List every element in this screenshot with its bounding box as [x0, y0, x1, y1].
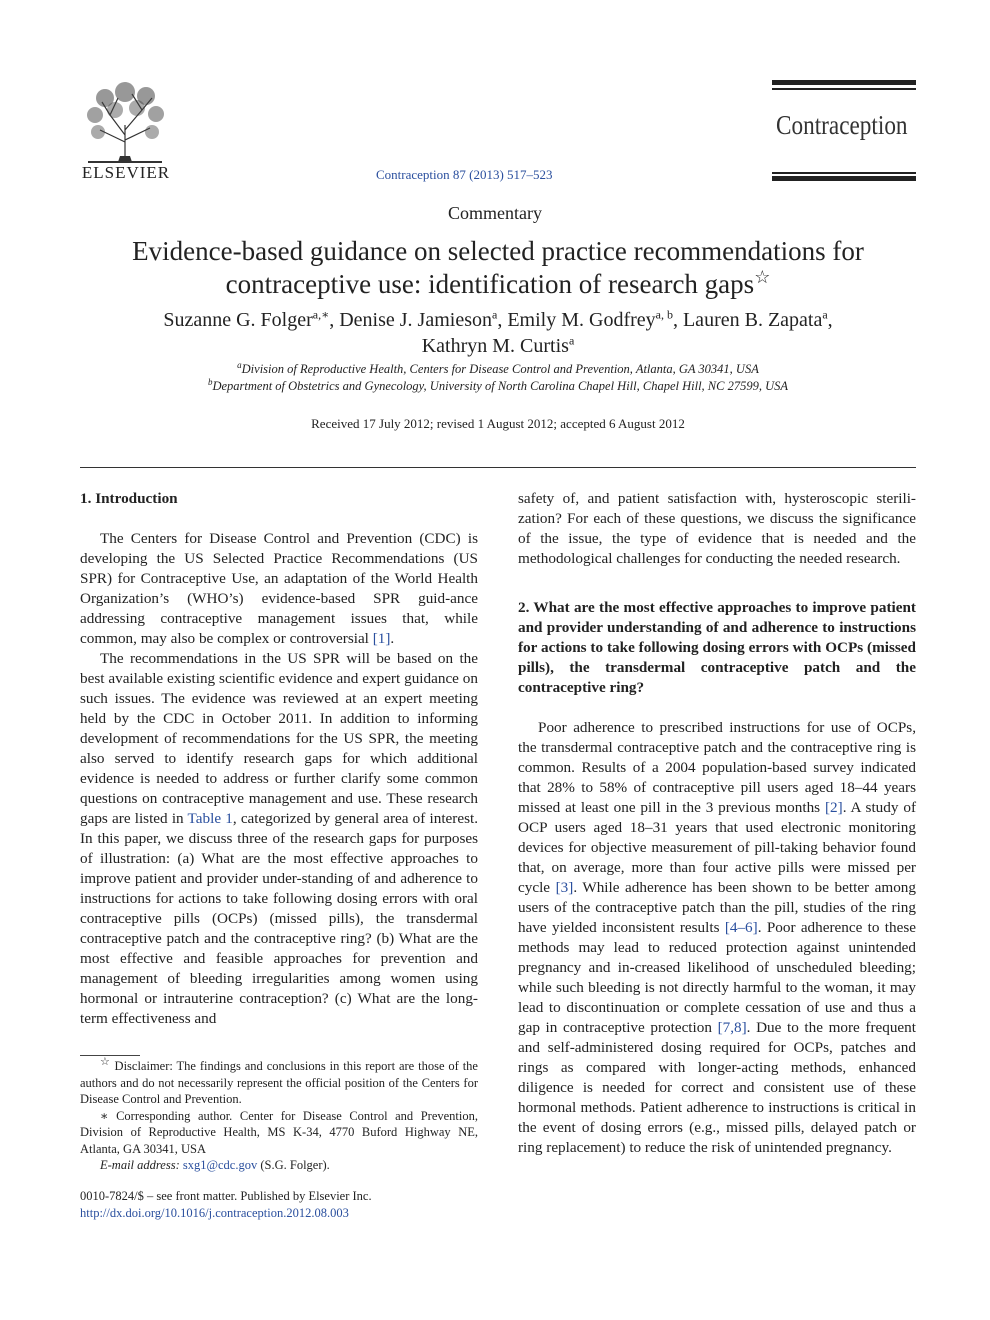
paragraph-2: The recommendations in the US SPR will be based on the best available existing scientific evidence and expert guidance on such issues. The evidence was reviewed at an expert meeting held by the CDC in October 2011. In addition to informing development of recommendations for the US SPR, the meeting also served to identify research gaps for which additional evidence is needed to address or further clarify some common questions on contraceptive management and use. These research gaps are listed in Table 1, categorized by general area of interest. In this paper, we discuss three of the research gaps for purposes of illustration: (a) What are the most effective approaches to improve patient and provider under-standing of and adherence to instructions for actions to take following dosing errors with oral contraceptive pills (OCPs) (missed pills), the transdermal contraceptive patch and the contraceptive ring? (b) What are the most effective and feasible approaches for prevention and management of bleeding irregularities among women using hormonal or intrauterine contraception? (c) What are the long-term effectiveness and — [80, 650, 479, 1027]
ref-7-8-link[interactable]: [7,8] — [717, 1019, 747, 1036]
paragraph-1: The Centers for Disease Control and Prevention (CDC) is developing the US Selected Practice Recommendations (US SPR) for Contraceptive Use, an adaptation of the World Health Organization’s (WHO’s) evidence-based SPR guid-ance addressing contraceptive management issues that, while common, may also be complex or controversial [1]. — [80, 530, 478, 647]
title-line-2: contraceptive use: identification of research gaps — [225, 269, 755, 299]
ref-4-6-link[interactable]: [4–6] — [724, 919, 758, 936]
affiliation-b: $^b$Department of Obstetrics and Gynecology, University of North Carolina Chapel Hill, Chapel Hill, NC 27599, USA — [207, 376, 789, 393]
disclaimer-star-icon: ☆ — [100, 1055, 111, 1068]
email-footnote: E-mail address: sxg1@cdc.gov (S.G. Folger). — [100, 1158, 330, 1172]
journal-bar-top-thick — [772, 80, 916, 85]
ref-2-link[interactable]: [2] — [824, 799, 843, 816]
corresponding-footnote: ∗ Corresponding author. Center for Disease Control and Prevention, Division of Reproductive Health, MS K-34, 4770 Buford Highway NE, Atlanta, GA 30341, USA — [80, 1108, 479, 1156]
author-3[interactable]: Emily M. Godfrey$^{a, b}$ — [507, 307, 673, 331]
article-title — [80, 235, 916, 301]
publisher-name: ELSEVIER — [81, 163, 171, 182]
header-divider — [80, 467, 916, 468]
title-footnote-star-icon[interactable]: ☆ — [754, 267, 771, 287]
paragraph-3: Poor adherence to prescribed instructions for use of OCPs, the transdermal contraceptive patch and the contraceptive ring is common. Results of a 2004 population-based survey indicated that 28% to 58% of contraceptive pill users aged 18–44 years missed at least one pill in the 3 previous months [2]. A study of OCP users aged 18–31 years that used electronic monitoring devices for objective measurement of pill-taking behavior found that, on average, more than four active pills were missed per cycle [3]. While adherence has been shown to be better among users of the contraceptive patch than the pill, studies of the ring have yielded inconsistent results [4–6]. Poor adherence to these methods may lead to reduced protection against unintended pregnancy and in-creased likelihood of unscheduled bleeding; while such bleeding is not directly harmful to the woman, it may lead to discontinuation or complete cessation of use and thus a gap in contraceptive protection [7,8]. Due to the more frequent and self-administered dosing required for OCPs, patches and rings as compared with longer-acting methods, enhanced diligence is needed for correct and consistent use of these hormonal methods. Patient adherence to instructions is critical in the event of dosing errors (e.g., missed pills, delayed patch or ring replacement) to reduce the risk of unintended pregnancy. — [518, 719, 916, 1156]
author-list: Suzanne G. Folger$^{a,∗}$, Denise J. Jamieson$^a$, Emily M. Godfrey$^{a, b}$, Lauren B. Zapata$^a$, Kathryn M. Curtis$^a$ — [163, 307, 833, 357]
paragraph-continued: safety of, and patient satisfaction with, hysteroscopic sterili-zation? For each of these questions, we discuss the significance of the issue, the type of evidence that is needed and the methodological challenges for conducting the needed research. — [518, 490, 916, 567]
footnotes — [80, 1055, 479, 1174]
doi-link[interactable]: http://dx.doi.org/10.1016/j.contraception.2012.08.003 — [80, 1205, 349, 1220]
table-1-link[interactable]: Table 1 — [187, 810, 233, 827]
issn-line: 0010-7824/$ – see front matter. Published by Elsevier Inc. — [80, 1189, 372, 1203]
received-dates: Received 17 July 2012; revised 1 August 2012; accepted 6 August 2012 — [311, 416, 685, 431]
left-column — [80, 489, 478, 1029]
author-5[interactable]: Kathryn M. Curtis$^a$ — [421, 333, 575, 357]
article-type: Commentary — [448, 203, 542, 223]
section-1-heading: 1. Introduction — [80, 490, 178, 507]
author-4[interactable]: Lauren B. Zapata$^a$ — [682, 307, 828, 331]
disclaimer-footnote: ☆ Disclaimer: The findings and conclusions in this report are those of the authors and do not necessarily represent the official position of the Centers for Disease Control and Prevention. — [80, 1055, 478, 1106]
affiliation-a: $^a$Division of Reproductive Health, Centers for Disease Control and Prevention, Atlanta, GA 30341, USA — [237, 359, 759, 376]
journal-bar-bottom-thick — [772, 176, 916, 181]
journal-bar-top-thin — [772, 88, 916, 90]
journal-bar-bottom-thin — [772, 172, 916, 174]
front-matter — [80, 1188, 478, 1221]
right-column — [518, 489, 916, 1158]
author-2[interactable]: Denise J. Jamieson$^a$ — [339, 307, 498, 331]
ref-1-link[interactable]: [1] — [372, 630, 391, 647]
journal-citation-link[interactable]: Contraception 87 (2013) 517–523 — [376, 167, 553, 182]
title-line-1: Evidence-based guidance on selected practice recommendations for — [132, 236, 864, 266]
section-2-heading: 2. What are the most effective approaches to improve patient and provider understanding of and adherence to instructions for actions to take following dosing errors with OCPs (missed pills), the transdermal contraceptive patch and the contraceptive ring? — [518, 599, 916, 696]
email-link[interactable]: sxg1@cdc.gov — [182, 1158, 258, 1172]
journal-name: Contraception — [776, 110, 908, 140]
asterisk-icon: ∗ — [100, 1108, 109, 1123]
ref-3-link[interactable]: [3] — [555, 879, 574, 896]
author-1[interactable]: Suzanne G. Folger$^{a,∗}$ — [163, 307, 330, 331]
